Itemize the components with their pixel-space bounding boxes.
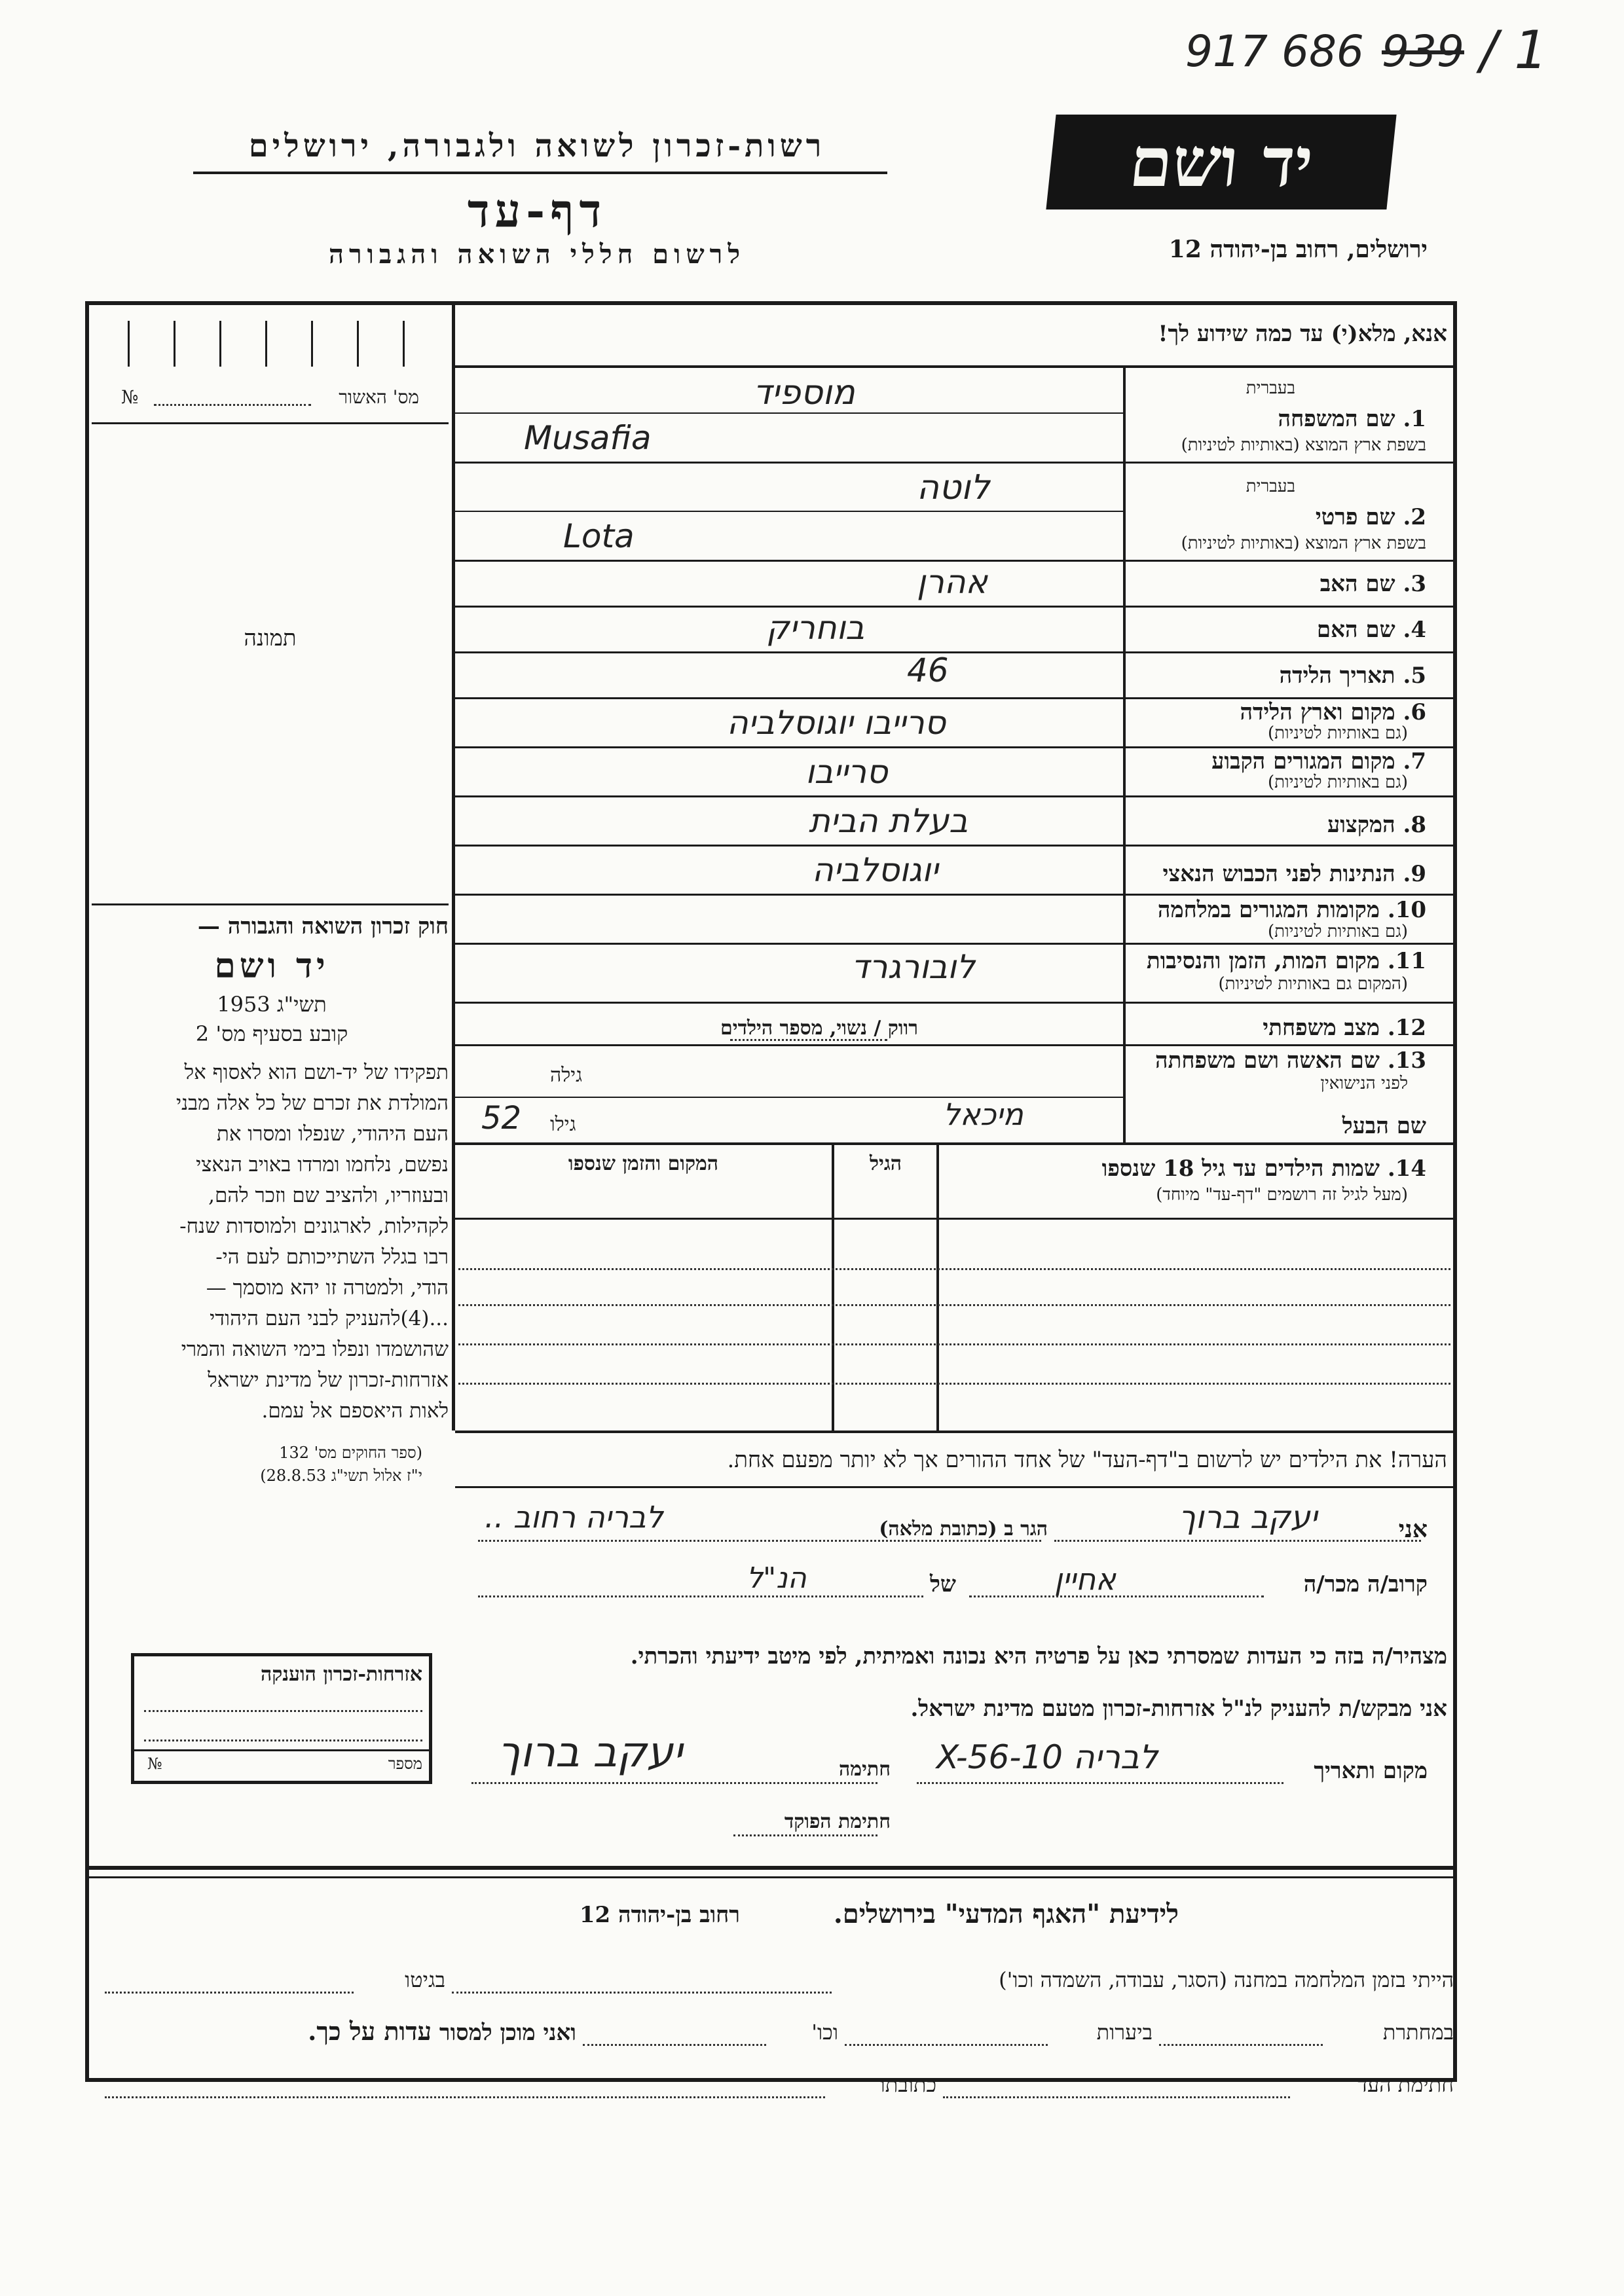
of-value[interactable]: הנ"ל (747, 1561, 807, 1595)
note-text: הערה! את הילדים יש לרשום ב"דף-העד" של אחד ההורים אך לא יותר מפעם אחת. (727, 1447, 1447, 1473)
etc-label: וכו' (811, 2020, 838, 2045)
declarant-name-line (1054, 1539, 1421, 1542)
surname-hebrew-value[interactable]: מוספיד (753, 373, 855, 412)
camp-line[interactable] (452, 1990, 832, 1994)
declaration-text: מצהיר/ה בזה כי העדות שמסרתי כאן על פרטיה היא נכונה ואמיתית, לפי מיטב ידיעתי והכרתי. (630, 1643, 1447, 1669)
wife-age-label: גילה (550, 1064, 583, 1087)
children-age-header: הגיל (869, 1152, 902, 1175)
signature-line (471, 1781, 877, 1784)
header-address: ירושלים, רחוב בן-יהודה 12 (1168, 236, 1428, 263)
field-10-label: 10. מקומות המגורים במלחמה (1157, 897, 1426, 923)
underground-label: במחתרת (1382, 2020, 1454, 2045)
children-table-bottom (455, 1430, 1454, 1433)
archive-number-struck: 939 (1382, 26, 1464, 77)
husband-name-value[interactable]: מיכאל (943, 1097, 1024, 1132)
declarant-address-line (478, 1539, 1041, 1542)
place-date-value[interactable]: לבריה 10-X-56 (936, 1738, 1158, 1776)
first-name-latin-value[interactable]: Lota (563, 517, 635, 555)
husband-label: שם הבעל (1342, 1113, 1426, 1139)
of-label: של (930, 1571, 956, 1597)
yad-vashem-logo: יד ושם (1046, 115, 1396, 210)
approval-separator (92, 422, 449, 424)
children-row[interactable] (458, 1267, 1450, 1270)
ghetto-label: בגיטו (405, 1967, 445, 1992)
father-name-value[interactable]: אהרן (917, 563, 987, 601)
law-ref-2: י"ז אלול תשי"ג 28.8.53) (260, 1467, 422, 1485)
field-1-sub-top: בעברית (1246, 378, 1295, 398)
place-date-line (917, 1781, 1283, 1784)
forests-line[interactable] (845, 2043, 1048, 2046)
field-9-label: 9. הנתינות לפני הכבוש הנאצי (1162, 861, 1426, 887)
approval-boxes (88, 308, 452, 370)
nationality-value[interactable]: יוגוסלביה (812, 851, 938, 889)
officer-signature-label: חתימת הפוקד (784, 1810, 891, 1833)
ghetto-line[interactable] (105, 1990, 354, 1994)
field-7-sub: (גם באותיות לטיניות) (1267, 773, 1408, 792)
forests-label: ביערות (1096, 2020, 1153, 2045)
citizenship-box (131, 1653, 432, 1784)
relation-line (969, 1594, 1264, 1597)
children-header-line (455, 1218, 1454, 1220)
doc-title: דף-עד (467, 183, 607, 238)
citizenship-no-sign: № (147, 1755, 162, 1773)
marital-status-options[interactable]: רווק / נשוי, מספר הילדים (720, 1017, 918, 1040)
underground-line[interactable] (1159, 2043, 1323, 2046)
declarant-i-label: אני (1398, 1516, 1428, 1543)
law-text: תפקידו של יד-ושם הוא לאסוף אל המולדת את זכרם של כל אלה מבני העם היהודי, שנפלו ומסרו את נפשם, נלחמו ומרדו באויב הנאצי ובעוזריו, ולהציב שם וזכר להם, לקהילות, לארגונים ולמוסדות שנח- רבו בגלל השתייכותם לעם הי- הודי, ולמטרה זו יהא מוסמך — ...(4)להעניק לבני העם היהודי שהושמדו ונפלו בימי השואה והמרי אזרחות-זכרון של מדינת ישראל לאות היאספם אל עמם. (175, 1061, 449, 1423)
law-title: חוק זכרון השואה והגבורה — (197, 913, 449, 939)
field-13-sub: לפני הנישואין (1320, 1074, 1408, 1093)
declarant-resides-label: הגר ב (כתובת מלאה) (879, 1518, 1048, 1540)
photo-label: תמונה (244, 625, 297, 651)
citizenship-line-2[interactable] (144, 1738, 422, 1741)
witness-signature-line[interactable] (943, 2095, 1290, 2098)
field-7-label: 7. מקום המגורים הקבוע (1211, 748, 1426, 774)
form-instruction: אנא, מלא(י) עד כמה שידוע לך! (1158, 321, 1447, 347)
law-separator (92, 903, 449, 905)
law-ref-1: (ספר החוקים מס' 132 (279, 1444, 422, 1462)
approval-no-sign: № (121, 386, 139, 408)
signature-label: חתימה (839, 1758, 891, 1781)
field-10-sub: (גם באותיות לטיניות) (1267, 922, 1408, 941)
request-text: אני מבקש/ת להעניק לנ"ל אזרחות-זכרון מטעם מדינת ישראל. (910, 1696, 1447, 1722)
field-3-label: 3. שם האב (1320, 571, 1426, 597)
birth-place-value[interactable]: סרייבו יוגוסלביה (727, 704, 946, 742)
citizenship-line-1[interactable] (144, 1709, 422, 1712)
field-12-label: 12. מצב משפחתי (1263, 1015, 1426, 1041)
place-date-label: מקום ותאריך (1314, 1758, 1428, 1784)
note-separator (455, 1486, 1454, 1488)
bottom-address: רחוב בן-יהודה 12 (579, 1902, 740, 1928)
etc-line[interactable] (583, 2043, 766, 2046)
law-year: תשי"ג 1953 (217, 992, 327, 1017)
declarant-name-value[interactable]: יעקב ברוך (1179, 1499, 1318, 1536)
field-5-label: 5. תאריך הלידה (1279, 663, 1426, 689)
approval-number-field[interactable] (154, 403, 311, 406)
profession-value[interactable]: בעלת הבית (809, 802, 968, 840)
death-place-value[interactable]: לובורגרד (851, 948, 975, 986)
field-1-label: 1. שם המשפחה (1278, 406, 1426, 432)
birth-date-value[interactable]: 46 (907, 651, 949, 689)
camp-label: הייתי בזמן המלחמה במחנה (הסגר, עבודה, השמדה וכו') (999, 1967, 1454, 1992)
relation-value[interactable]: אחיין (1054, 1561, 1116, 1597)
field-2-label: 2. שם פרטי (1315, 504, 1426, 530)
approval-label: מס' האשור (339, 386, 419, 408)
husband-age-label: גילו (550, 1113, 576, 1136)
witness-address-label: כתובתו (879, 2072, 936, 2097)
children-count-field[interactable] (730, 1038, 887, 1041)
children-title: 14. שמות הילדים עד גיל 18 שנספו (1101, 1156, 1426, 1182)
witness-signature-label: חתימת העד (1357, 2072, 1454, 2097)
archive-number: 917 686 (1185, 26, 1364, 77)
bottom-title: לידיעת "האגף המדעי" בירושלים. (833, 1899, 1179, 1929)
declarant-signature[interactable]: יעקב ברוך (498, 1728, 683, 1777)
instruction-separator (455, 365, 1454, 368)
field-1-sub-bottom: בשפת ארץ המוצא (באותיות לטיניות) (1181, 435, 1426, 455)
law-section: קובע בסעיף מס' 2 (195, 1021, 348, 1046)
field-6-sub: (גם באותיות לטיניות) (1267, 723, 1408, 743)
of-line (478, 1594, 923, 1597)
section-separator-thin (88, 1876, 1454, 1878)
residence-value[interactable]: סרייבו (805, 753, 888, 791)
doc-subtitle: לרשום חללי השואה והגבורה (328, 239, 746, 270)
witness-address-line[interactable] (105, 2095, 825, 2098)
label-column-divider (1123, 368, 1126, 1144)
left-panel-divider (452, 301, 455, 1430)
field-6-label: 6. מקום וארץ הלידה (1240, 699, 1426, 725)
org-line: רשות-זכרון לשואה ולגבורה, ירושלים (248, 128, 826, 164)
section-separator (88, 1866, 1454, 1870)
children-age-divider-right (936, 1145, 939, 1430)
children-row[interactable] (458, 1303, 1450, 1306)
field-11-label: 11. מקום המות, הזמן והנסיבות (1146, 948, 1426, 974)
field-8-label: 8. המקצוע (1327, 812, 1426, 838)
declarant-address-value[interactable]: לבריה רחוב .. (485, 1499, 663, 1535)
citizenship-number-label: מספר (388, 1755, 422, 1773)
husband-age-value[interactable]: 52 (481, 1100, 522, 1137)
children-title-sub: (מעל לגיל זה רושמים "דף-עד" מיוחד) (1156, 1185, 1408, 1205)
officer-signature-line[interactable] (733, 1833, 877, 1836)
first-name-hebrew-value[interactable]: לוטה (917, 468, 990, 507)
field-2-sub-bottom: בשפת ארץ המוצא (באותיות לטיניות) (1181, 534, 1426, 553)
children-place-header: המקום והזמן שנספו (568, 1152, 719, 1175)
mother-name-value[interactable]: בוחריק (766, 609, 865, 647)
field-11-sub: (המקום גם באותיות לטיניות) (1218, 974, 1408, 994)
relative-label: קרוב/ה מכר/ה (1303, 1571, 1428, 1597)
testimony-offer: ואני מוכן למסור עדות על כך. (308, 2016, 576, 2046)
citizenship-box-title: אזרחות-זכרון הוענקה (260, 1663, 422, 1686)
children-row[interactable] (458, 1381, 1450, 1385)
children-age-divider-left (832, 1145, 834, 1430)
archive-slash-mark: / 1 (1480, 20, 1548, 81)
field-4-label: 4. שם האם (1316, 617, 1426, 643)
surname-latin-value[interactable]: Musafia (524, 419, 652, 457)
field-13-label: 13. שם האשה ושם משפחתה (1155, 1048, 1426, 1074)
law-name: יד ושם (214, 946, 329, 986)
field-2-sub-top: בעברית (1246, 477, 1295, 496)
children-row[interactable] (458, 1342, 1450, 1345)
org-underline (193, 172, 887, 174)
